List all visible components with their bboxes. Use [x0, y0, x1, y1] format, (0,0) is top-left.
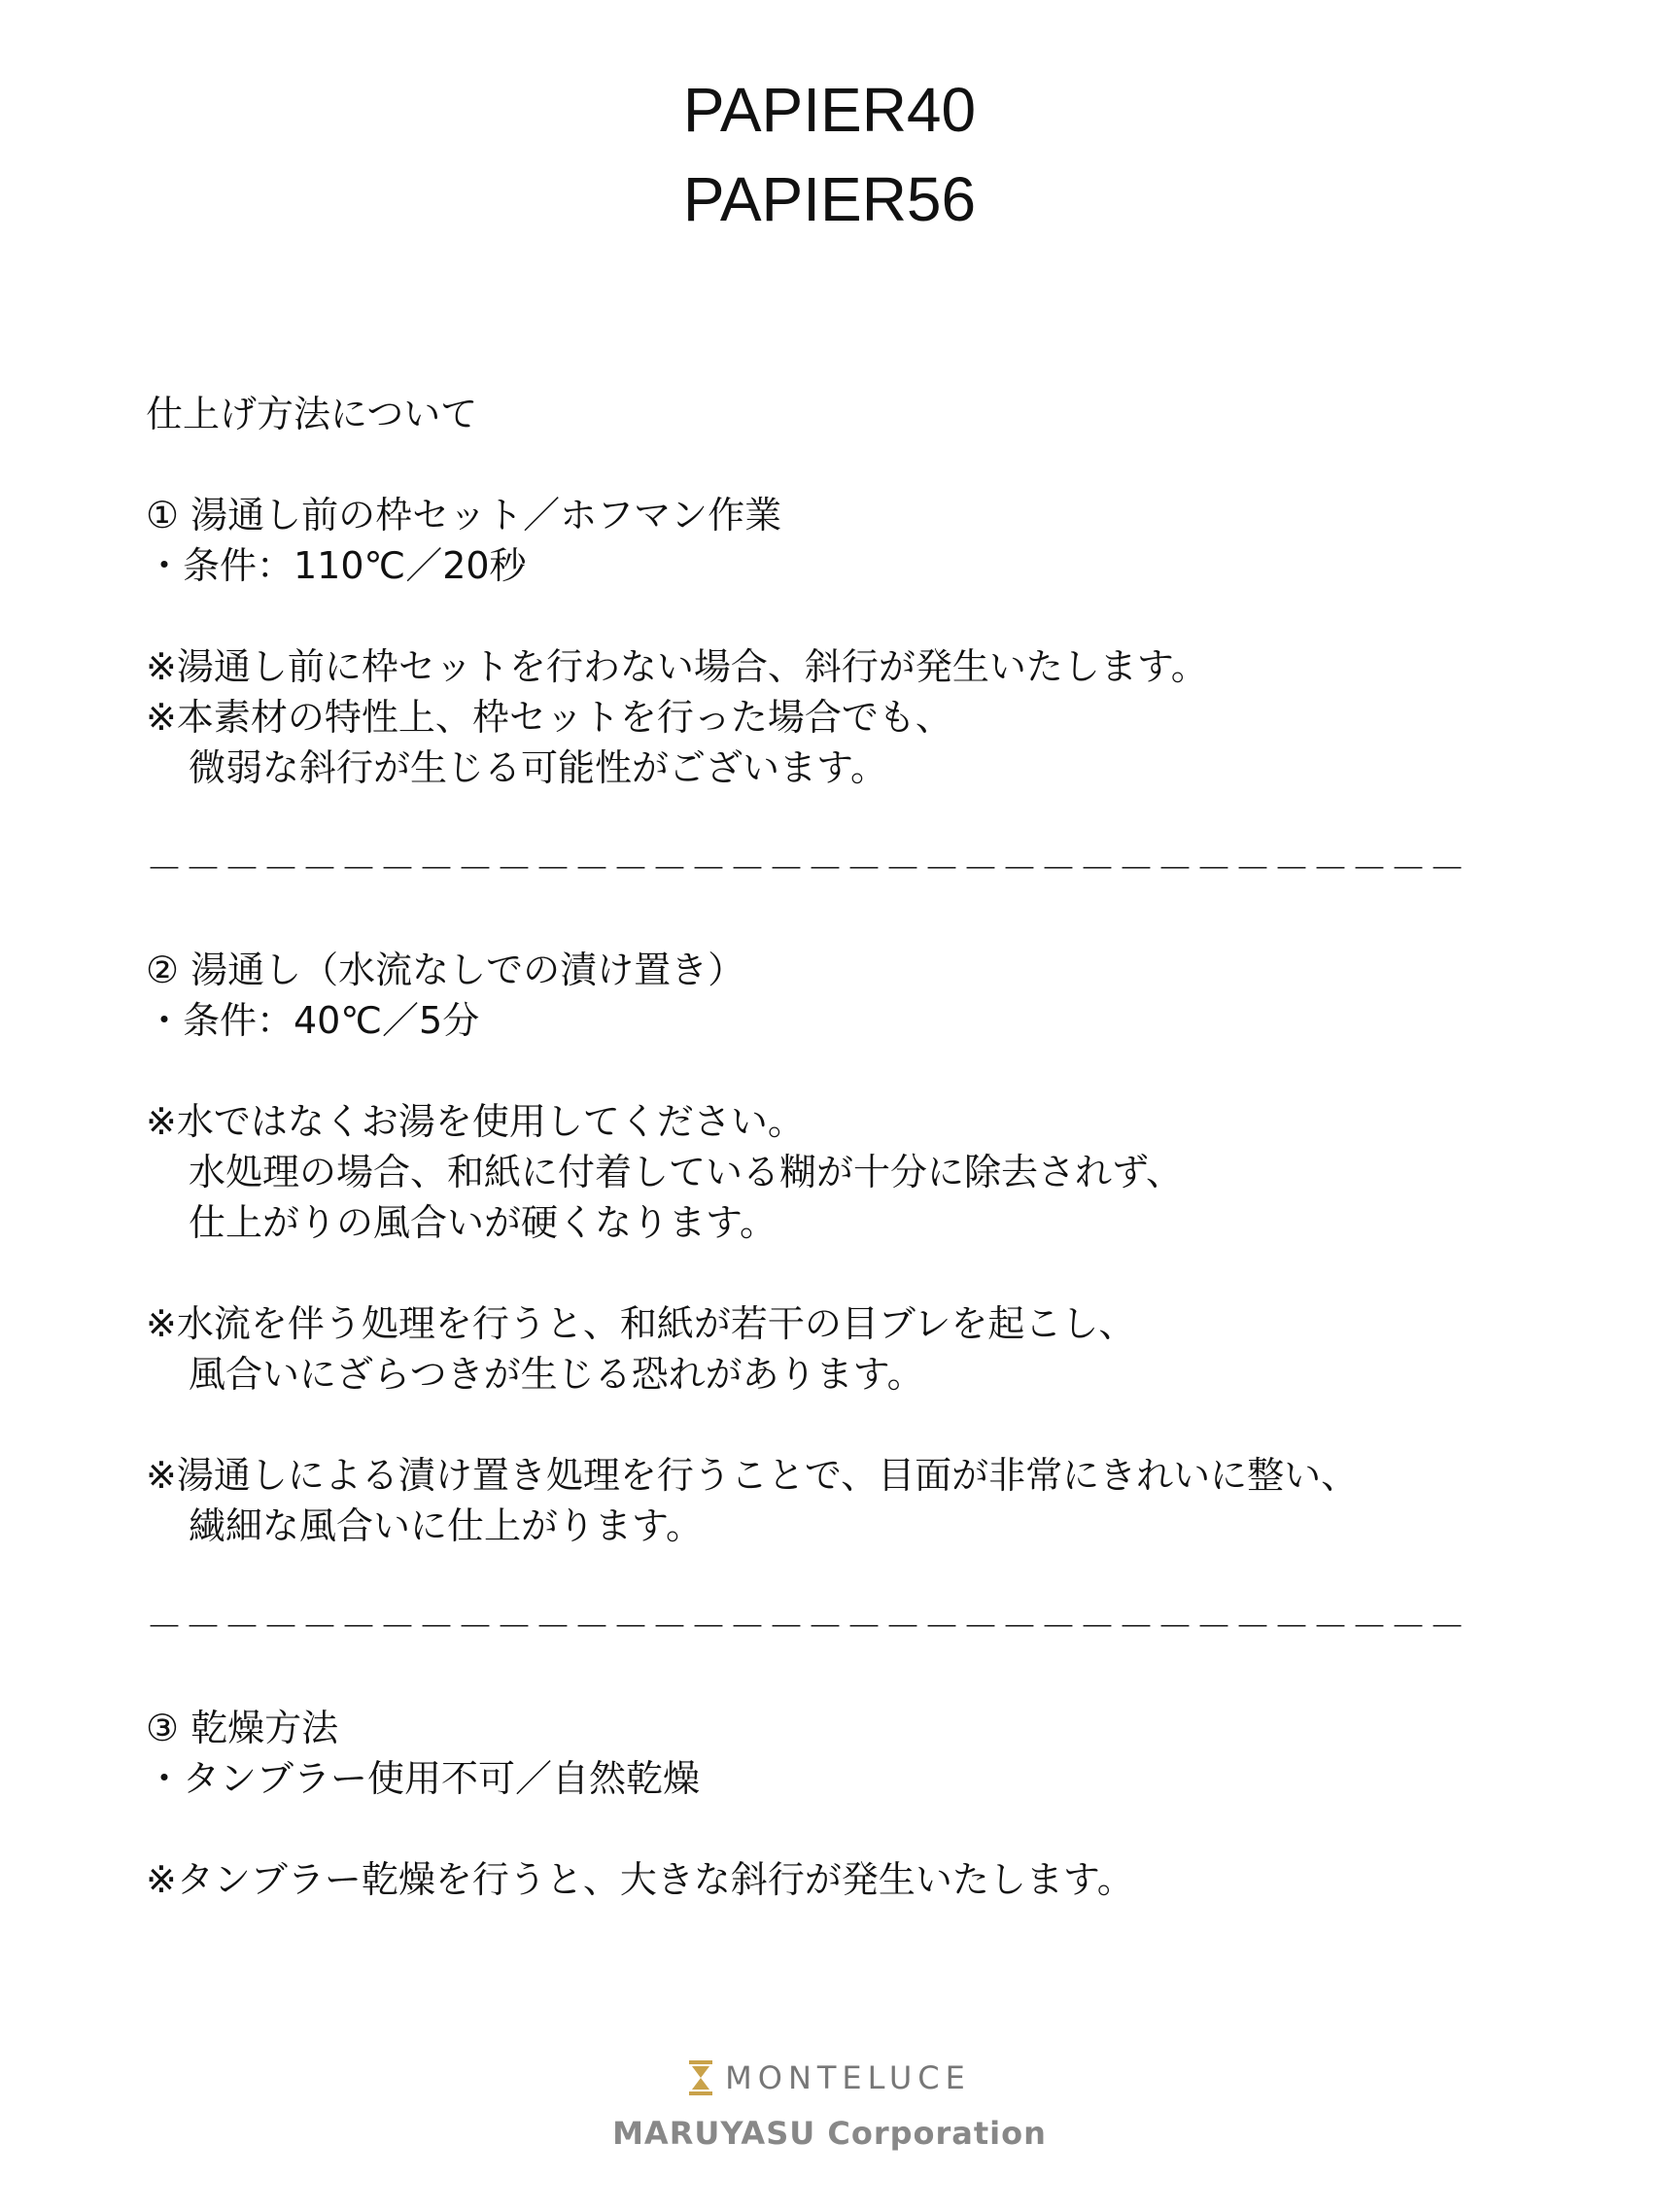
- section1-heading: ① 湯通し前の枠セット／ホフマン作業: [146, 494, 782, 536]
- section2-note: ※水流を伴う処理を行うと、和紙が若干の目ブレを起こし、: [146, 1302, 1136, 1345]
- footer: [0, 2058, 1659, 2152]
- document-body: [146, 389, 1526, 1905]
- section2-note: 風合いにざらつきが生じる恐れがあります。: [189, 1353, 924, 1396]
- title-papier56: PAPIER56: [682, 164, 977, 234]
- section3-heading: ③ 乾燥方法: [146, 1707, 339, 1749]
- section2-note: 水処理の場合、和紙に付着している糊が十分に除去されず、: [189, 1151, 1183, 1193]
- divider: －－－－－－－－－－－－－－－－－－－－－－－－－－－－－－－－－－: [146, 1606, 1469, 1648]
- title-papier40: PAPIER40: [682, 75, 977, 145]
- section2-note: 仕上がりの風合いが硬くなります。: [189, 1201, 777, 1244]
- section1-note: ※湯通し前に枠セットを行わない場合、斜行が発生いたします。: [146, 645, 1208, 688]
- section3-condition: ・タンブラー使用不可／自然乾燥: [146, 1757, 701, 1800]
- section2-note: 繊細な風合いに仕上がります。: [189, 1504, 703, 1547]
- section2-condition: ・条件：40℃／5分: [146, 999, 480, 1042]
- section1-condition: ・条件：110℃／20秒: [146, 544, 527, 587]
- corporation-name: MARUYASU Corporation: [612, 2115, 1047, 2152]
- section3-note: ※タンブラー乾燥を行うと、大きな斜行が発生いたします。: [146, 1858, 1134, 1901]
- brand-row: [0, 2058, 1659, 2097]
- brand-name: MONTELUCE: [725, 2059, 971, 2096]
- hourglass-logo-icon: [688, 2060, 713, 2095]
- section1-note: ※本素材の特性上、枠セットを行った場合でも、: [146, 696, 952, 739]
- section2-heading: ② 湯通し（水流なしでの漬け置き）: [146, 949, 745, 991]
- divider: －－－－－－－－－－－－－－－－－－－－－－－－－－－－－－－－－－: [146, 847, 1469, 890]
- section1-note: 微弱な斜行が生じる可能性がございます。: [189, 746, 887, 789]
- section2-note: ※水ではなくお湯を使用してください。: [146, 1100, 805, 1143]
- section2-note: ※湯通しによる漬け置き処理を行うことで、目面が非常にきれいに整い、: [146, 1454, 1359, 1497]
- intro-heading: 仕上げ方法について: [146, 393, 478, 435]
